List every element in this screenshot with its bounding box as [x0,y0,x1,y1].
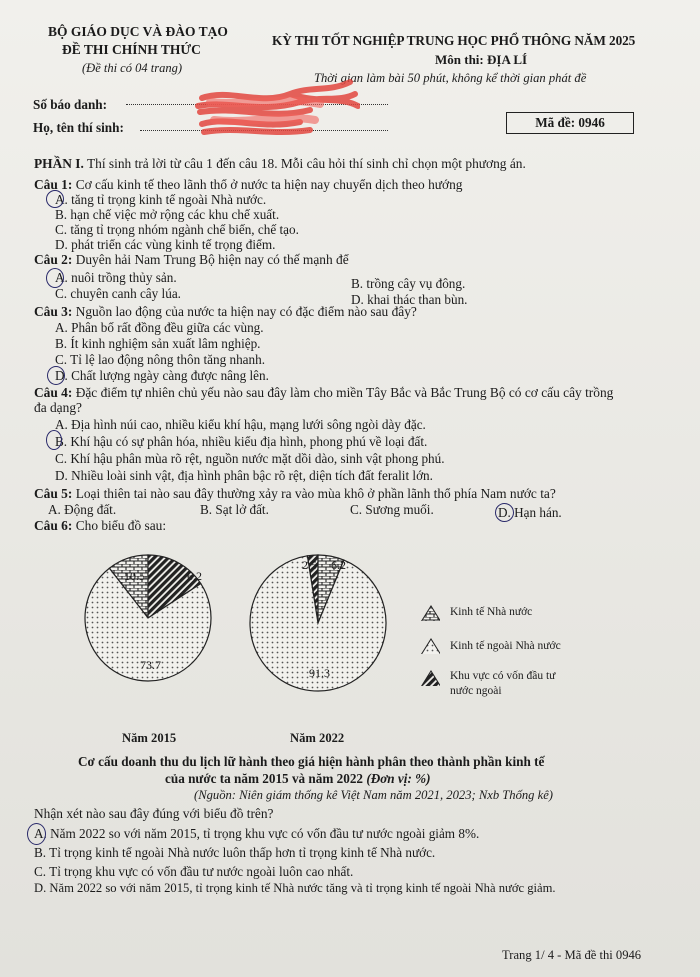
pie-2022-title: Năm 2022 [290,731,345,745]
q6-option-b[interactable]: B. Tỉ trọng kinh tế ngoài Nhà nước luôn thấp hơn tỉ trọng kinh tế Nhà nước. [34,845,436,860]
legend-label-nonstate: Kinh tế ngoài Nhà nước [450,640,561,652]
q2-option-b[interactable]: B. trồng cây vụ đông. [351,276,466,291]
q2-option-d[interactable]: D. khai thác than bùn. [351,292,468,307]
legend-label-state: Kinh tế Nhà nước [450,606,533,618]
q5-option-b[interactable]: B. Sạt lở đất. [200,502,269,517]
q1-option-b[interactable]: B. hạn chế việc mở rộng các khu chế xuất. [55,207,280,222]
q2-option-a[interactable]: A. nuôi trồng thủy sản. [55,270,177,285]
question-1-label: Câu 1: [34,177,73,192]
chart-caption-line2 [165,771,431,787]
q5-option-a[interactable]: A. Động đất. [48,502,117,517]
part-title: PHẦN I. [34,156,84,171]
candidate-number-label: Số báo danh: [33,97,108,112]
ministry-name: BỘ GIÁO DỤC VÀ ĐÀO TẠO [48,24,228,39]
legend-label-fdi-line1: Khu vực có vốn đầu tư [450,670,556,682]
legend-label-fdi-line2: nước ngoài [450,685,502,697]
chart-caption-line1: Cơ cấu doanh thu du lịch lữ hành theo giá hiện hành phân theo thành phần kinh tế [78,754,545,769]
q1-option-c[interactable]: C. tăng tỉ trọng nhóm ngành chế biến, chế tạo. [55,222,299,237]
q6-option-a[interactable]: A. Năm 2022 so với năm 2015, tỉ trọng khu vực có vốn đầu tư nước ngoài giảm 8%. [34,826,480,841]
time-note: Thời gian làm bài 50 phút, không kể thời gian phát đề [314,71,587,85]
redaction-scribble [190,76,360,138]
question-4-text: Đặc điểm tự nhiên chủ yếu nào sau đây làm cho miền Tây Bắc và Bắc Trung Bộ có cơ cấu cây trồng [75,385,614,400]
page-footer: Trang 1/ 4 - Mã đề thi 0946 [502,948,642,962]
question-6-label: Câu 6: [34,518,73,533]
exam-title: KỲ THI TỐT NGHIỆP TRUNG HỌC PHỔ THÔNG NĂM 2025 [272,33,636,48]
q4-option-a[interactable]: A. Địa hình núi cao, nhiều kiểu khí hậu, mạng lưới sông ngòi dày đặc. [55,417,426,432]
pie-2015-label-nonstate: 73.7 [140,658,161,672]
part-instruction [34,156,526,172]
pie-2022-label-fdi: 2.5 [302,558,317,572]
q2-option-c[interactable]: C. chuyên canh cây lúa. [55,286,181,301]
question-6-prompt: Nhận xét nào sau đây đúng với biểu đồ trên? [34,806,274,821]
subject-line: Môn thi: ĐỊA LÍ [435,52,528,67]
q6-option-d[interactable]: D. Năm 2022 so với năm 2015, tỉ trọng kinh tế Nhà nước tăng và tỉ trọng kinh tế ngoài Nhà nước giảm. [34,881,556,895]
pages-note: (Đề thi có 04 trang) [82,61,182,75]
question-2 [34,252,349,268]
question-4-text-line2: đa dạng? [34,400,82,415]
chart-source: (Nguồn: Niên giám thống kê Việt Nam năm 2021, 2023; Nxb Thống kê) [194,788,553,802]
official-exam-label: ĐỀ THI CHÍNH THỨC [62,42,201,57]
question-2-label: Câu 2: [34,252,73,267]
q6-option-c[interactable]: C. Tỉ trọng khu vực có vốn đầu tư nước ngoài luôn cao nhất. [34,864,354,879]
part-instruction-text: Thí sinh trả lời từ câu 1 đến câu 18. Mỗi câu hỏi thí sinh chỉ chọn một phương án. [86,156,526,171]
legend-swatch-nonstate [420,638,440,654]
question-4 [34,385,613,401]
q5-option-c[interactable]: C. Sương muối. [350,502,434,517]
question-5 [34,486,556,502]
question-3 [34,304,417,320]
q4-option-d[interactable]: D. Nhiều loài sinh vật, địa hình phân bậc rõ rệt, diện tích đất feralit lớn. [55,468,433,483]
question-6-text: Cho biểu đồ sau: [75,518,167,533]
q1-option-a[interactable]: A. tăng tỉ trọng kinh tế ngoài Nhà nước. [55,192,267,207]
q4-option-b[interactable]: B. Khí hậu có sự phân hóa, nhiều kiểu địa hình, phong phú về loại đất. [55,434,428,449]
q5-option-d[interactable]: D. Hạn hán. [498,505,562,520]
q3-option-c[interactable]: C. Tỉ lệ lao động nông thôn tăng nhanh. [55,352,266,367]
question-3-label: Câu 3: [34,304,73,319]
q4-option-c[interactable]: C. Khí hậu phân mùa rõ rệt, nguồn nước mặt dồi dào, sinh vật phong phú. [55,451,445,466]
pie-2015-title: Năm 2015 [122,731,177,745]
question-6 [34,518,166,534]
q1-option-d[interactable]: D. phát triển các vùng kinh tế trọng điểm. [55,237,276,252]
exam-code-box: Mã đề: 0946 [506,112,634,134]
pie-2015-label-fdi: 6.2 [187,569,202,583]
candidate-name-label: Họ, tên thí sinh: [33,120,124,135]
pie-2022-label-nonstate: 91.3 [309,666,330,680]
pie-charts [0,540,700,750]
chart-caption-line2-text: của nước ta năm 2015 và năm 2022 [165,771,367,786]
question-4-label: Câu 4: [34,385,73,400]
q3-option-b[interactable]: B. Ít kinh nghiệm sản xuất lâm nghiệp. [55,336,261,351]
question-3-text: Nguồn lao động của nước ta hiện nay có đặc điểm nào sau đây? [75,304,417,319]
legend-swatch-fdi [420,670,440,686]
pie-2015-label-state: 10.5 [124,569,145,583]
question-1-text: Cơ cấu kinh tế theo lãnh thổ ở nước ta hiện nay chuyển dịch theo hướng [75,177,463,192]
chart-caption-unit: (Đơn vị: %) [366,771,431,786]
question-5-text: Loại thiên tai nào sau đây thường xảy ra vào mùa khô ở phần lãnh thổ phía Nam nước ta? [75,486,556,501]
question-5-label: Câu 5: [34,486,73,501]
q3-option-d[interactable]: D. Chất lượng ngày càng được nâng lên. [55,368,269,383]
q3-option-a[interactable]: A. Phân bố rất đồng đều giữa các vùng. [55,320,264,335]
legend-swatch-state [420,605,440,621]
question-1 [34,177,463,193]
question-2-text: Duyên hải Nam Trung Bộ hiện nay có thế mạnh để [75,252,349,267]
pie-2022-label-state: 6.2 [331,558,346,572]
